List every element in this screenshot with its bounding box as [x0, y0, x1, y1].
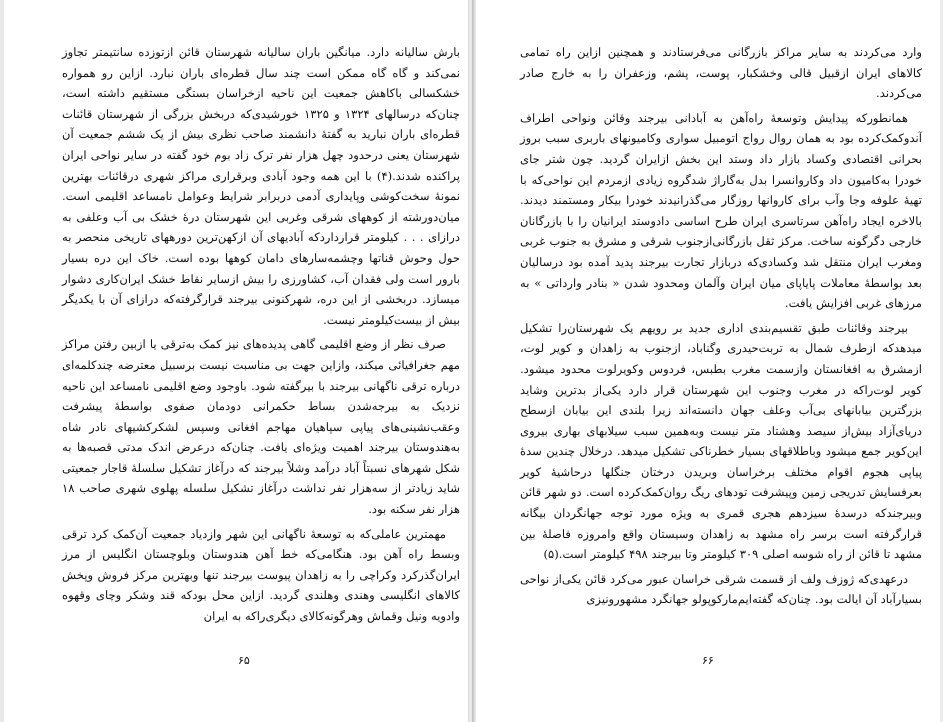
- left-page: [62, 42, 460, 631]
- right-paragraph-1: وارد می‌کردند به سایر مراکز بازرگانی می‌فرستادند و همچنین ازاین راه تمامی کالاهای ایران ازقبیل قالی وخشکبار، پوست، پشم، وزعفران را به خارج صادر می‌کردند.: [520, 45, 922, 101]
- right-paragraph-2: همانطورکه پیدایش وتوسعهٔ راه‌آهن به آبادانی بیرجند وقائن ونواحی اطراف آندوکمک‌کرده بود به همان روال رواج اتومبیل سواری وکامیونهای باربری سبب بروز بحرانی اقتصادی وکساد بازار داد وستد این بخش ازایران گردید. چون شتر جای خودرا به‌کامیون داد وکاروانسرا بدل به‌گاراژ شدگروه زیادی ازمردم این نواحی‌که با تهیهٔ علوفه وجا وآب برای کاروانها روزگار می‌گذرانیدند خودرا بیکار ومستمند دیدند. بالاخره ایجاد راه‌آهن سرتاسری ایران طرح اساسی دادوستد ایرانیان را با بازرگانان خارجی دگرگونه ساخت. مرکز ثقل بازرگانی‌ازجنوب شرقی و مشرق به جنوب غربی ومغرب ایران منتقل شد وکسادی‌که دربازار تجارت بیرجند پدید آمده بود درسالیان بعد بواسطهٔ معاملات پایاپای میان ایران وآلمان ومحدود شدن « بنادر وارداتی » به مرزهای غربی افزایش یافت.: [520, 110, 922, 311]
- right-paragraph-3: بیرجند وقائنات طبق تقسیم‌بندی اداری جدید بر رویهم یک شهرستان‌را تشکیل میدهد‌که ازطرف شمال به تربت‌حیدری وگناباد، ازجنوب به زاهدان و کویر لوت، ازمشرق به افغانستان وازسمت مغرب بطبس، فردوس وکویرلوت محدود میشود. کویر لوت‌را‌که در مغرب وجنوب این شهرستان قرار دارد یکی‌از بدترین وشاید بزرگترین بیابانهای بی‌آب وعلف جهان دانسته‌اند زیرا بلندی این بیابان ازسطح دریای‌آزاد بیش‌از سیصد وهشتاد متر نیست وبه‌همین سبب سیلابهای بهاری بیروی این‌کویر جمع میشود وباطلاقهای بسیار خطرناکی تشکیل میدهد. درخلال چندین سدهٔ پیاپی هجوم اقوام مختلف برخراسان وبریدن درختان جنگلها درحاشیهٔ کویر بعرفسایش تدریجی زمین وپیشرفت تودهای ریگ روان‌کمک‌کرده است. دو شهر قائن وبیرجند‌که درسدهٔ سیزدهم هجری قمری به ویژه مورد توجه جهانگردان بیگانه قرارگرفته است برسر راه مشهد به زاهدان وسیستان واقع وامروزه فاصلهٔ بین مشهد تا قائن از راه شوسه اصلی ۳۰۹ کیلومتر وتا بیرجند ۴۹۸ کیلومتر است.(۵): [520, 320, 922, 562]
- left-paragraph-2: صرف نظر از وضع اقلیمی گاهی پدیده‌های نیز کمک به‌ترقی یا ازبین رفتن مراکز مهم جغرافیائی میکند، وازاین جهت بی مناسبت نیست برسبیل معترضه چندکلمه‌ای درباره ترقی ناگهانی بیرجند با بیرگفته شود. باوجود وضع اقلیمی نامساعد این ناحیه نزدیک به بیرجه‌شدن بساط حکمرانی دودمان صفوی بواسطهٔ پیشرفت وعقب‌نشینی‌های پیاپی سپاهیان مهاجم افغانی وسپس لشکرکشیهای نادر شاه به‌هندوستان بیرجند اهمیت ویژه‌ای یافت. چنان‌که درعرض اندک مدتی قصبه‌ها به شکل شهرهای نسبتاً آباد درآمد وشلاً بیرجند که درآغاز تشکیل سلسلهٔ قاجار جمعیتی شاید زیادتر از سه‌هزار نفر نداشت درآغاز تشکیل سلسله پهلوی شهری صاحب ۱۸ هزار نفر سکنه بود.: [62, 337, 460, 517]
- left-paragraph-1: بارش سالیانه دارد. میانگین باران سالیانه شهرستان قائن ازتوزده سانتیمتر تجاوز نمی‌کند و گاه گاه ممکن است چند سال قطره‌ای باران نبارد. ازاین رو همواره خشکسالی باکاهش جمعیت این ناحیه ازخراسان بستگی مستقیم داشته است، چنان‌که درسالهای ۱۳۲۴ و ۱۳۲۵ خورشیدی‌که دربخش بزرگی از شهرستان قائنات قطره‌ای باران نبارید به گفتهٔ دانشمند صاحب نظری بیش از یک ششم جمعیت آن شهرستان یعنی درحدود چهل هزار نفر ترک زاد بوم خود گفته در سایر نواحی ایران پراکنده شدند.(۴) با این همه وجود آبادی وبرقراری مراکز شهری درقائنات بهترین نمونهٔ سخت‌کوشی وپایداری آدمی دربرابر شرایط وعوامل نامساعد اقلیمی است. میان‌دورشته از کوههای شرقی وغربی این شهرستان درهٔ خشک بی آب وعلفی به درازای . . . کیلومتر قرارداردکه آبادیهای آن ازکهن‌ترین دورههای تاریخی منحصر به حول وحوش قناتها وچشمه‌سارهای دامان کوهها بوده است. خاک این دره بسیار بارور است ولی فقدان آب، کشاورزی را بیش ازسایر نقاط خشک ایران‌کاری دشوار میسازد. دربخشی از این دره، شهرکنونی بیرجند قرارگرفته‌که درازای آن با یکدیگر بیش از بیست‌کیلومتر نیست.: [62, 45, 460, 327]
- left-edge: [0, 0, 4, 722]
- right-paragraph-4: درعهدی‌که ژوزف ولف از قسمت شرقی خراسان عبور می‌کرد قائن یکی‌از نواحی بسیارآباد آن ایالت بود. چنان‌که گفته‌ایم‌مارکوپولو جهانگرد مشهورونیزی: [520, 571, 922, 607]
- left-paragraph-3: مهمترین عاملی‌که به توسعهٔ ناگهانی این شهر وازدیاد جمعیت آن‌کمک کرد ترقی وبسط راه آهن بود. هنگامی‌که خط آهن هندوستان وبلوچستان انگلیس از مرز ایران‌گذرکرد وکراچی را به زاهدان پیوست بیرجند تنها وبهترین مرکز فروش وپخش کالاهای انگلیسی وهندی وهلندی گردید. ازاین محل بود‌که قند وشکر وچای وقهوه وادویه ونیل وقماش وهرگونه‌کالای دیگری‌را‌که به ایران: [62, 526, 460, 624]
- book-gutter: [468, 0, 476, 722]
- right-page: [520, 42, 922, 614]
- page-number-left: ۶۵: [238, 654, 250, 667]
- page-number-right: ۶۶: [702, 654, 714, 667]
